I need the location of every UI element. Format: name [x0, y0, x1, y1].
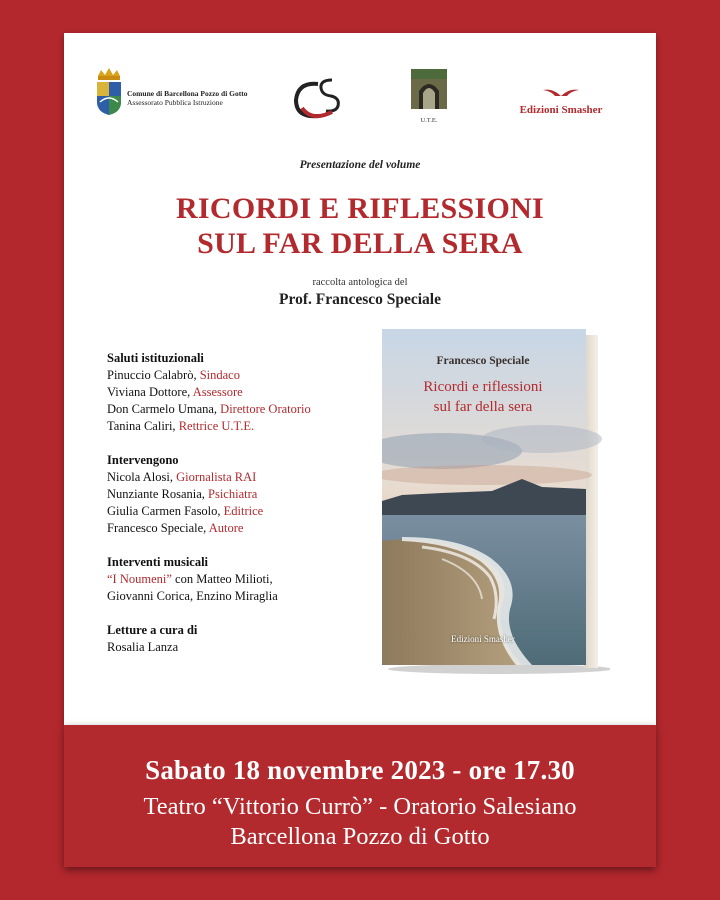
list-item — [107, 571, 397, 588]
ute-arch-icon — [411, 69, 447, 109]
section-heading: Saluti istituzionali — [107, 351, 204, 365]
kicker: Presentazione del volume — [299, 159, 421, 171]
author-name: Prof. Francesco Speciale — [279, 291, 441, 308]
person-name: Nicola Alosi, — [107, 470, 177, 484]
list-item — [107, 418, 397, 435]
title-line-1: RICORDI E RIFLESSIONI — [175, 192, 545, 225]
person-name: Giulia Carmen Fasolo, — [107, 504, 224, 518]
publisher-name: Edizioni Smasher — [519, 104, 603, 116]
person-name: Nunziante Rosania, — [107, 487, 209, 501]
list-item — [107, 384, 397, 401]
person-role: Sindaco — [199, 368, 240, 382]
list-item — [107, 401, 397, 418]
title-line-2: SUL FAR DELLA SERA — [197, 227, 523, 260]
group-name: “I Noumeni” — [107, 572, 172, 586]
section-heading: Intervengono — [107, 453, 179, 467]
section-letture — [107, 622, 397, 656]
section-intervengono — [107, 452, 397, 537]
list-item — [107, 486, 397, 503]
person-name: Don Carmelo Umana, — [107, 402, 221, 416]
person-role: Autore — [208, 521, 244, 535]
poster-card — [64, 33, 656, 725]
book-title-heading — [64, 191, 656, 261]
event-city: Barcellona Pozzo di Gotto — [230, 823, 490, 850]
wings-icon — [541, 88, 581, 98]
cs-logo-icon — [288, 74, 346, 124]
ute-logo — [409, 69, 449, 125]
comune-logo — [94, 66, 294, 116]
person-name: Pinuccio Calabrò, — [107, 368, 200, 382]
section-musicali — [107, 554, 397, 605]
book-cover-title — [382, 377, 584, 417]
comune-name: Comune di Barcellona Pozzo di Gotto — [127, 89, 248, 98]
ute-label: U.T.E. — [420, 117, 438, 124]
comune-department: Assessorato Pubblica Istruzione — [127, 98, 223, 107]
section-heading: Letture a cura di — [107, 623, 198, 637]
person-role: Editrice — [223, 504, 264, 518]
event-date: Sabato 18 novembre 2023 - ore 17.30 — [145, 755, 575, 785]
comune-text — [127, 89, 247, 107]
person-name: Tanina Caliri, — [107, 419, 179, 433]
person-name: Viviana Dottore, — [107, 385, 193, 399]
publisher-logo — [506, 85, 616, 116]
book-cover-title-line-2: sul far della sera — [433, 399, 533, 415]
musicians: con Matteo Milioti, — [171, 572, 273, 586]
book-cover-title-line-1: Ricordi e riflessioni — [423, 379, 543, 395]
book-cover-author: Francesco Speciale — [436, 355, 530, 367]
list-item: Giovanni Corica, Enzino Miraglia — [107, 589, 278, 603]
list-item — [107, 469, 397, 486]
program — [107, 350, 397, 673]
person-role: Assessore — [192, 385, 243, 399]
list-item: Rosalia Lanza — [107, 640, 179, 654]
book-cover — [382, 329, 610, 674]
comune-crest-icon — [94, 66, 124, 116]
event-venue: Teatro “Vittorio Currò” - Oratorio Salesiano — [143, 793, 577, 820]
list-item — [107, 520, 397, 537]
list-item — [107, 367, 397, 384]
person-role: Psichiatra — [208, 487, 258, 501]
person-role: Giornalista RAI — [176, 470, 257, 484]
list-item — [107, 503, 397, 520]
subtitle: raccolta antologica del — [312, 277, 408, 288]
person-role: Rettrice U.T.E. — [178, 419, 255, 433]
section-heading: Interventi musicali — [107, 555, 209, 569]
event-band — [64, 725, 656, 867]
person-role: Direttore Oratorio — [220, 402, 311, 416]
book-cover-publisher: Edizioni Smasher — [451, 634, 515, 644]
section-saluti — [107, 350, 397, 435]
person-name: Francesco Speciale, — [107, 521, 209, 535]
